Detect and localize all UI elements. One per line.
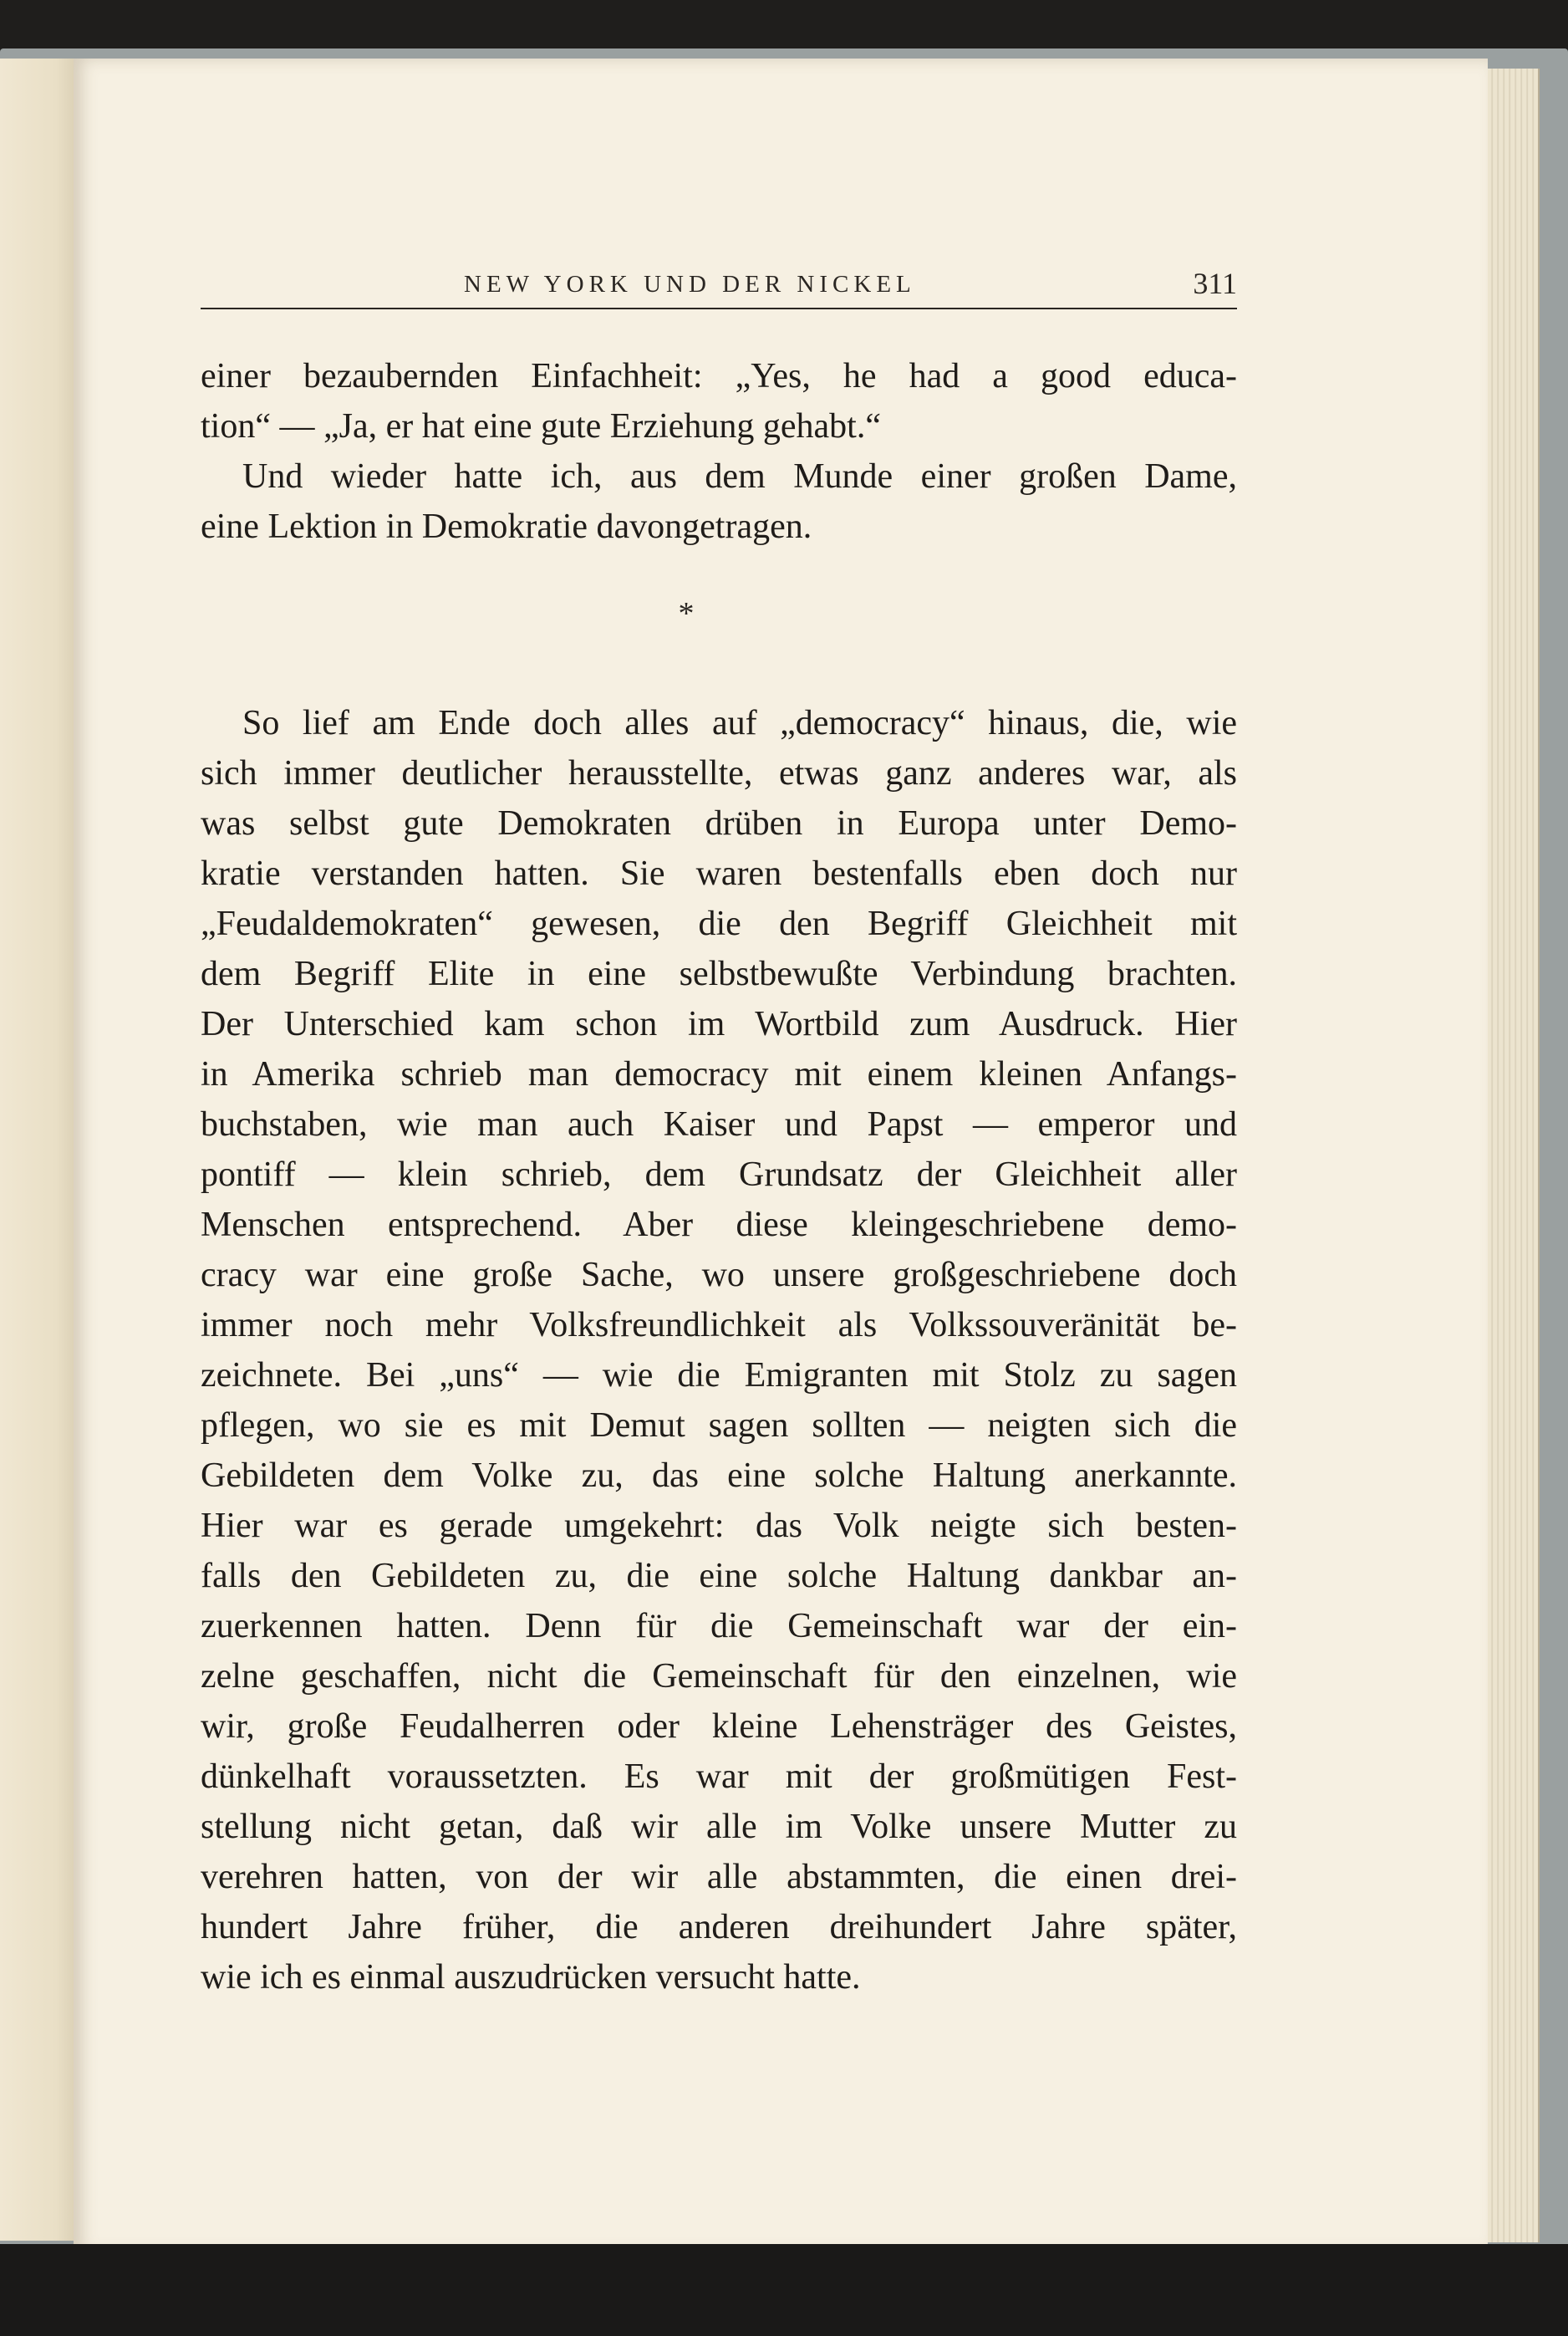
background-bottom xyxy=(0,2244,1568,2336)
text-line: pflegen, wo sie es mit Demut sagen sollten — neigten sich die xyxy=(201,1406,1237,1445)
text-line: stellung nicht getan, daß wir alle im Volke unsere Mutter zu xyxy=(201,1808,1237,1846)
text-line: einer bezaubernden Einfachheit: „Yes, he had a good educa- xyxy=(201,357,1237,395)
text-line: in Amerika schrieb man democracy mit einem kleinen Anfangs- xyxy=(201,1055,1237,1094)
text-line: zelne geschaffen, nicht die Gemeinschaft für den einzelnen, wie xyxy=(201,1657,1237,1696)
running-head xyxy=(201,266,1237,308)
text-line: Menschen entsprechend. Aber diese kleingeschriebene demo- xyxy=(201,1206,1237,1244)
text-line: zuerkennen hatten. Denn für die Gemeinschaft war der ein- xyxy=(201,1607,1237,1645)
text-line: was selbst gute Demokraten drüben in Europa unter Demo- xyxy=(201,804,1237,843)
text-line: Hier war es gerade umgekehrt: das Volk neigte sich besten- xyxy=(201,1507,1237,1545)
body-text-top xyxy=(201,351,1237,552)
text-line: verehren hatten, von der wir alle abstammten, die einen drei- xyxy=(201,1858,1237,1896)
header-rule xyxy=(201,308,1237,309)
body-text-main xyxy=(201,698,1237,2002)
page-number: 311 xyxy=(1193,267,1237,300)
text-line: falls den Gebildeten zu, die eine solche Haltung dankbar an- xyxy=(201,1557,1237,1595)
text-line: sich immer deutlicher herausstellte, etwas ganz anderes war, als xyxy=(201,754,1237,793)
text-line: zeichnete. Bei „uns“ — wie die Emigranten mit Stolz zu sagen xyxy=(201,1356,1237,1395)
text-line: cracy war eine große Sache, wo unsere großgeschriebene doch xyxy=(201,1256,1237,1294)
text-line: dünkelhaft voraussetzten. Es war mit der großmütigen Fest- xyxy=(201,1757,1237,1796)
text-line: dem Begriff Elite in eine selbstbewußte Verbindung brachten. xyxy=(201,955,1237,993)
text-line: buchstaben, wie man auch Kaiser und Papst — emperor und xyxy=(201,1105,1237,1144)
text-line: wie ich es einmal auszudrücken versucht hatte. xyxy=(201,1958,861,1997)
text-line: tion“ — „Ja, er hat eine gute Erziehung gehabt.“ xyxy=(201,407,881,446)
text-line: So lief am Ende doch alles auf „democracy“ hinaus, die, wie xyxy=(242,704,1237,742)
left-page-edge xyxy=(0,59,80,2241)
text-line: Der Unterschied kam schon im Wortbild zum Ausdruck. Hier xyxy=(201,1005,1237,1043)
text-line: hundert Jahre früher, die anderen dreihundert Jahre später, xyxy=(201,1908,1237,1946)
text-line: Gebildeten dem Volke zu, das eine solche Haltung anerkannte. xyxy=(201,1456,1237,1495)
text-line: wir, große Feudalherren oder kleine Lehensträger des Geistes, xyxy=(201,1707,1237,1746)
text-line: Und wieder hatte ich, aus dem Munde einer großen Dame, xyxy=(242,457,1237,496)
running-head-title: NEW YORK UND DER NICKEL xyxy=(464,271,916,298)
text-line: eine Lektion in Demokratie davongetragen. xyxy=(201,507,812,546)
text-line: pontiff — klein schrieb, dem Grundsatz der Gleichheit aller xyxy=(201,1155,1237,1194)
page-edges xyxy=(1488,69,1540,2242)
text-line: kratie verstanden hatten. Sie waren bestenfalls eben doch nur xyxy=(201,854,1237,893)
text-line: „Feudaldemokraten“ gewesen, die den Begriff Gleichheit mit xyxy=(201,905,1237,943)
section-divider: * xyxy=(678,596,695,631)
text-line: immer noch mehr Volksfreundlichkeit als Volkssouveränität be- xyxy=(201,1306,1237,1344)
